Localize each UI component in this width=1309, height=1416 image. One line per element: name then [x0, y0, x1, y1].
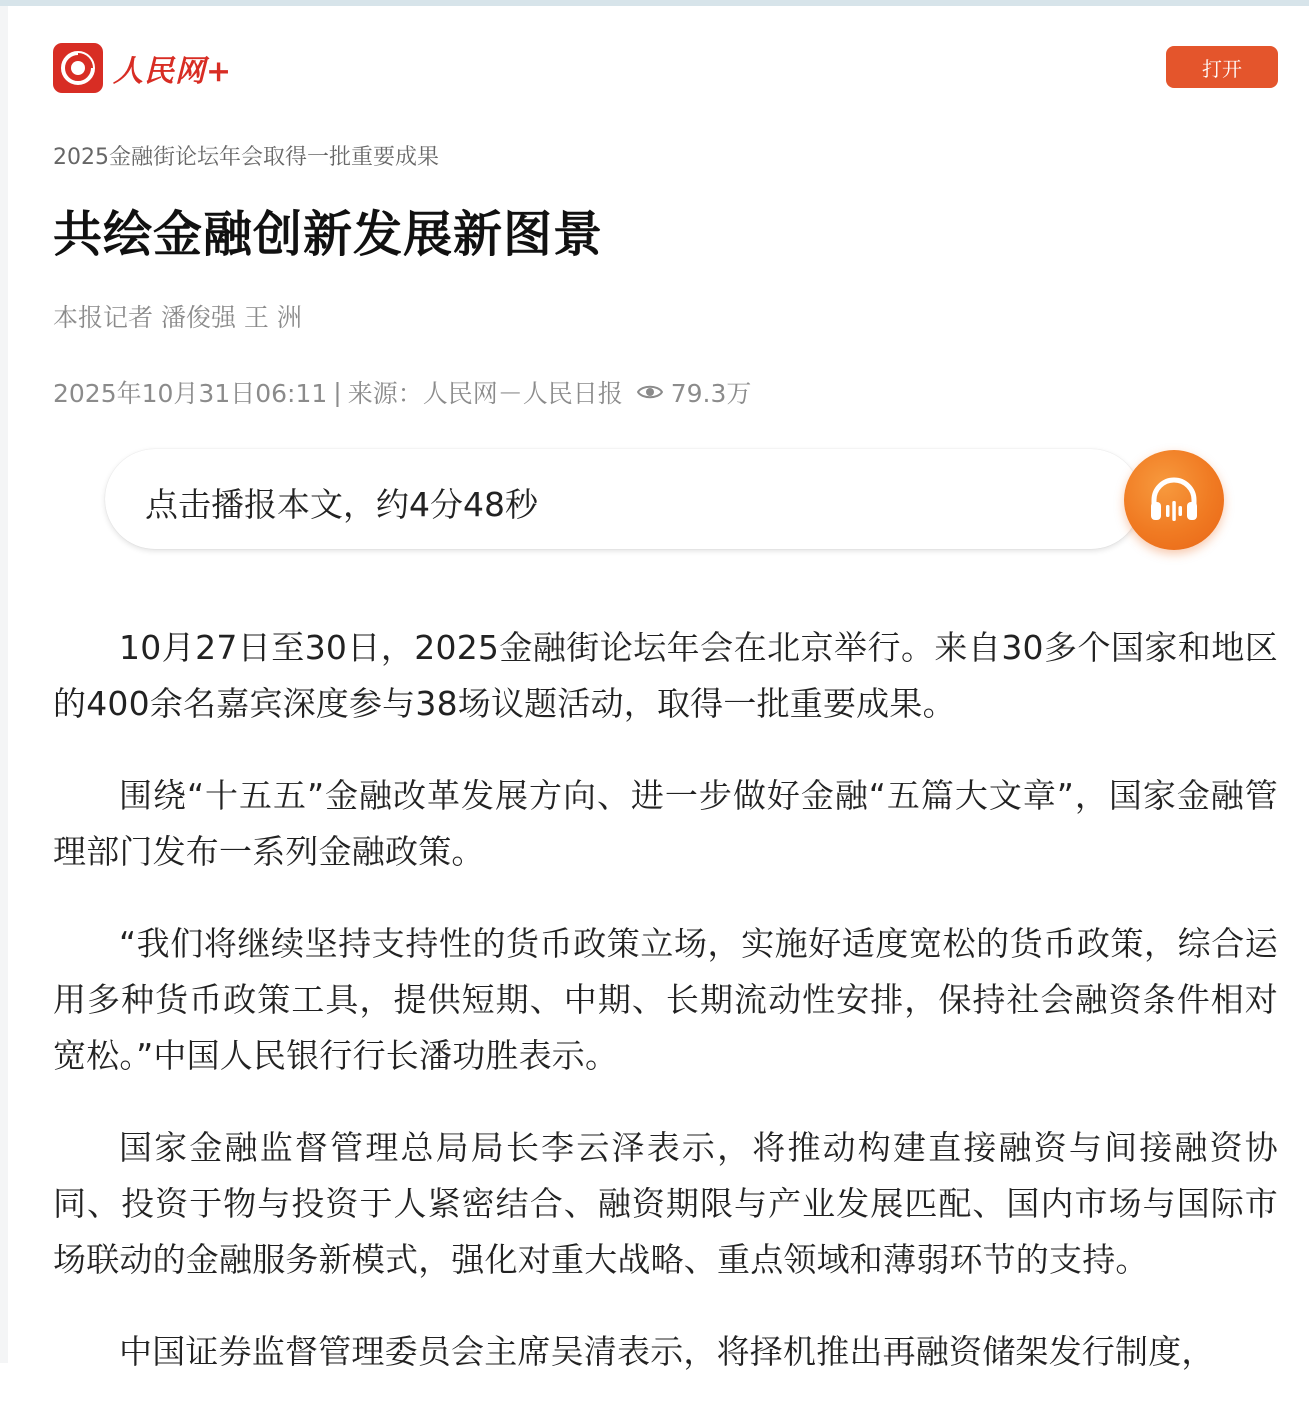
article-page: [8, 6, 1309, 1371]
article-paragraph: 国家金融监督管理总局局长李云泽表示，将推动构建直接融资与间接融资协同、投资于物与投资于人紧密结合、融资期限与产业发展匹配、国内市场与国际市场联动的金融服务新模式，强化对重大战略、重点领域和薄弱环节的支持。: [53, 1128, 1278, 1279]
article-kicker: 2025金融街论坛年会取得一批重要成果: [53, 145, 439, 170]
audio-playback-label: 点击播报本文，约4分48秒: [145, 485, 538, 524]
article-paragraph: “我们将继续坚持支持性的货币政策立场，实施好适度宽松的货币政策，综合运用多种货币政策工具，提供短期、中期、长期流动性安排，保持社会融资条件相对宽松。”中国人民银行行长潘功胜表示。: [53, 924, 1278, 1075]
people-daily-logo-icon: [53, 43, 103, 93]
audio-play-button[interactable]: [1124, 450, 1224, 550]
article-title: 共绘金融创新发展新图景: [53, 206, 604, 263]
logo-text: 人民网+: [113, 54, 233, 89]
article-meta: [53, 374, 751, 410]
article-byline: 本报记者 潘俊强 王 洲: [53, 303, 302, 332]
site-logo[interactable]: [53, 42, 232, 94]
article-paragraph: 中国证券监督管理委员会主席吴清表示，将择机推出再融资储架发行制度，: [119, 1332, 1215, 1371]
headphones-icon: [1147, 475, 1201, 525]
article-source: 来源：人民网－人民日报: [347, 379, 623, 408]
eye-icon: [637, 383, 663, 401]
article-paragraph: 10月27日至30日，2025金融街论坛年会在北京举行。来自30多个国家和地区的400余名嘉宾深度参与38场议题活动，取得一批重要成果。: [53, 628, 1278, 723]
open-app-button[interactable]: 打开: [1166, 46, 1278, 88]
publish-datetime: 2025年10月31日06:11: [53, 379, 328, 408]
article-body: [53, 620, 1278, 1416]
left-strip: [0, 6, 8, 1363]
article-paragraph: 围绕“十五五”金融改革发展方向、进一步做好金融“五篇大文章”，国家金融管理部门发布一系列金融政策。: [53, 776, 1278, 871]
meta-separator: |: [333, 377, 342, 407]
view-count: 79.3万: [670, 379, 752, 408]
audio-playback-bar[interactable]: [105, 449, 1141, 549]
